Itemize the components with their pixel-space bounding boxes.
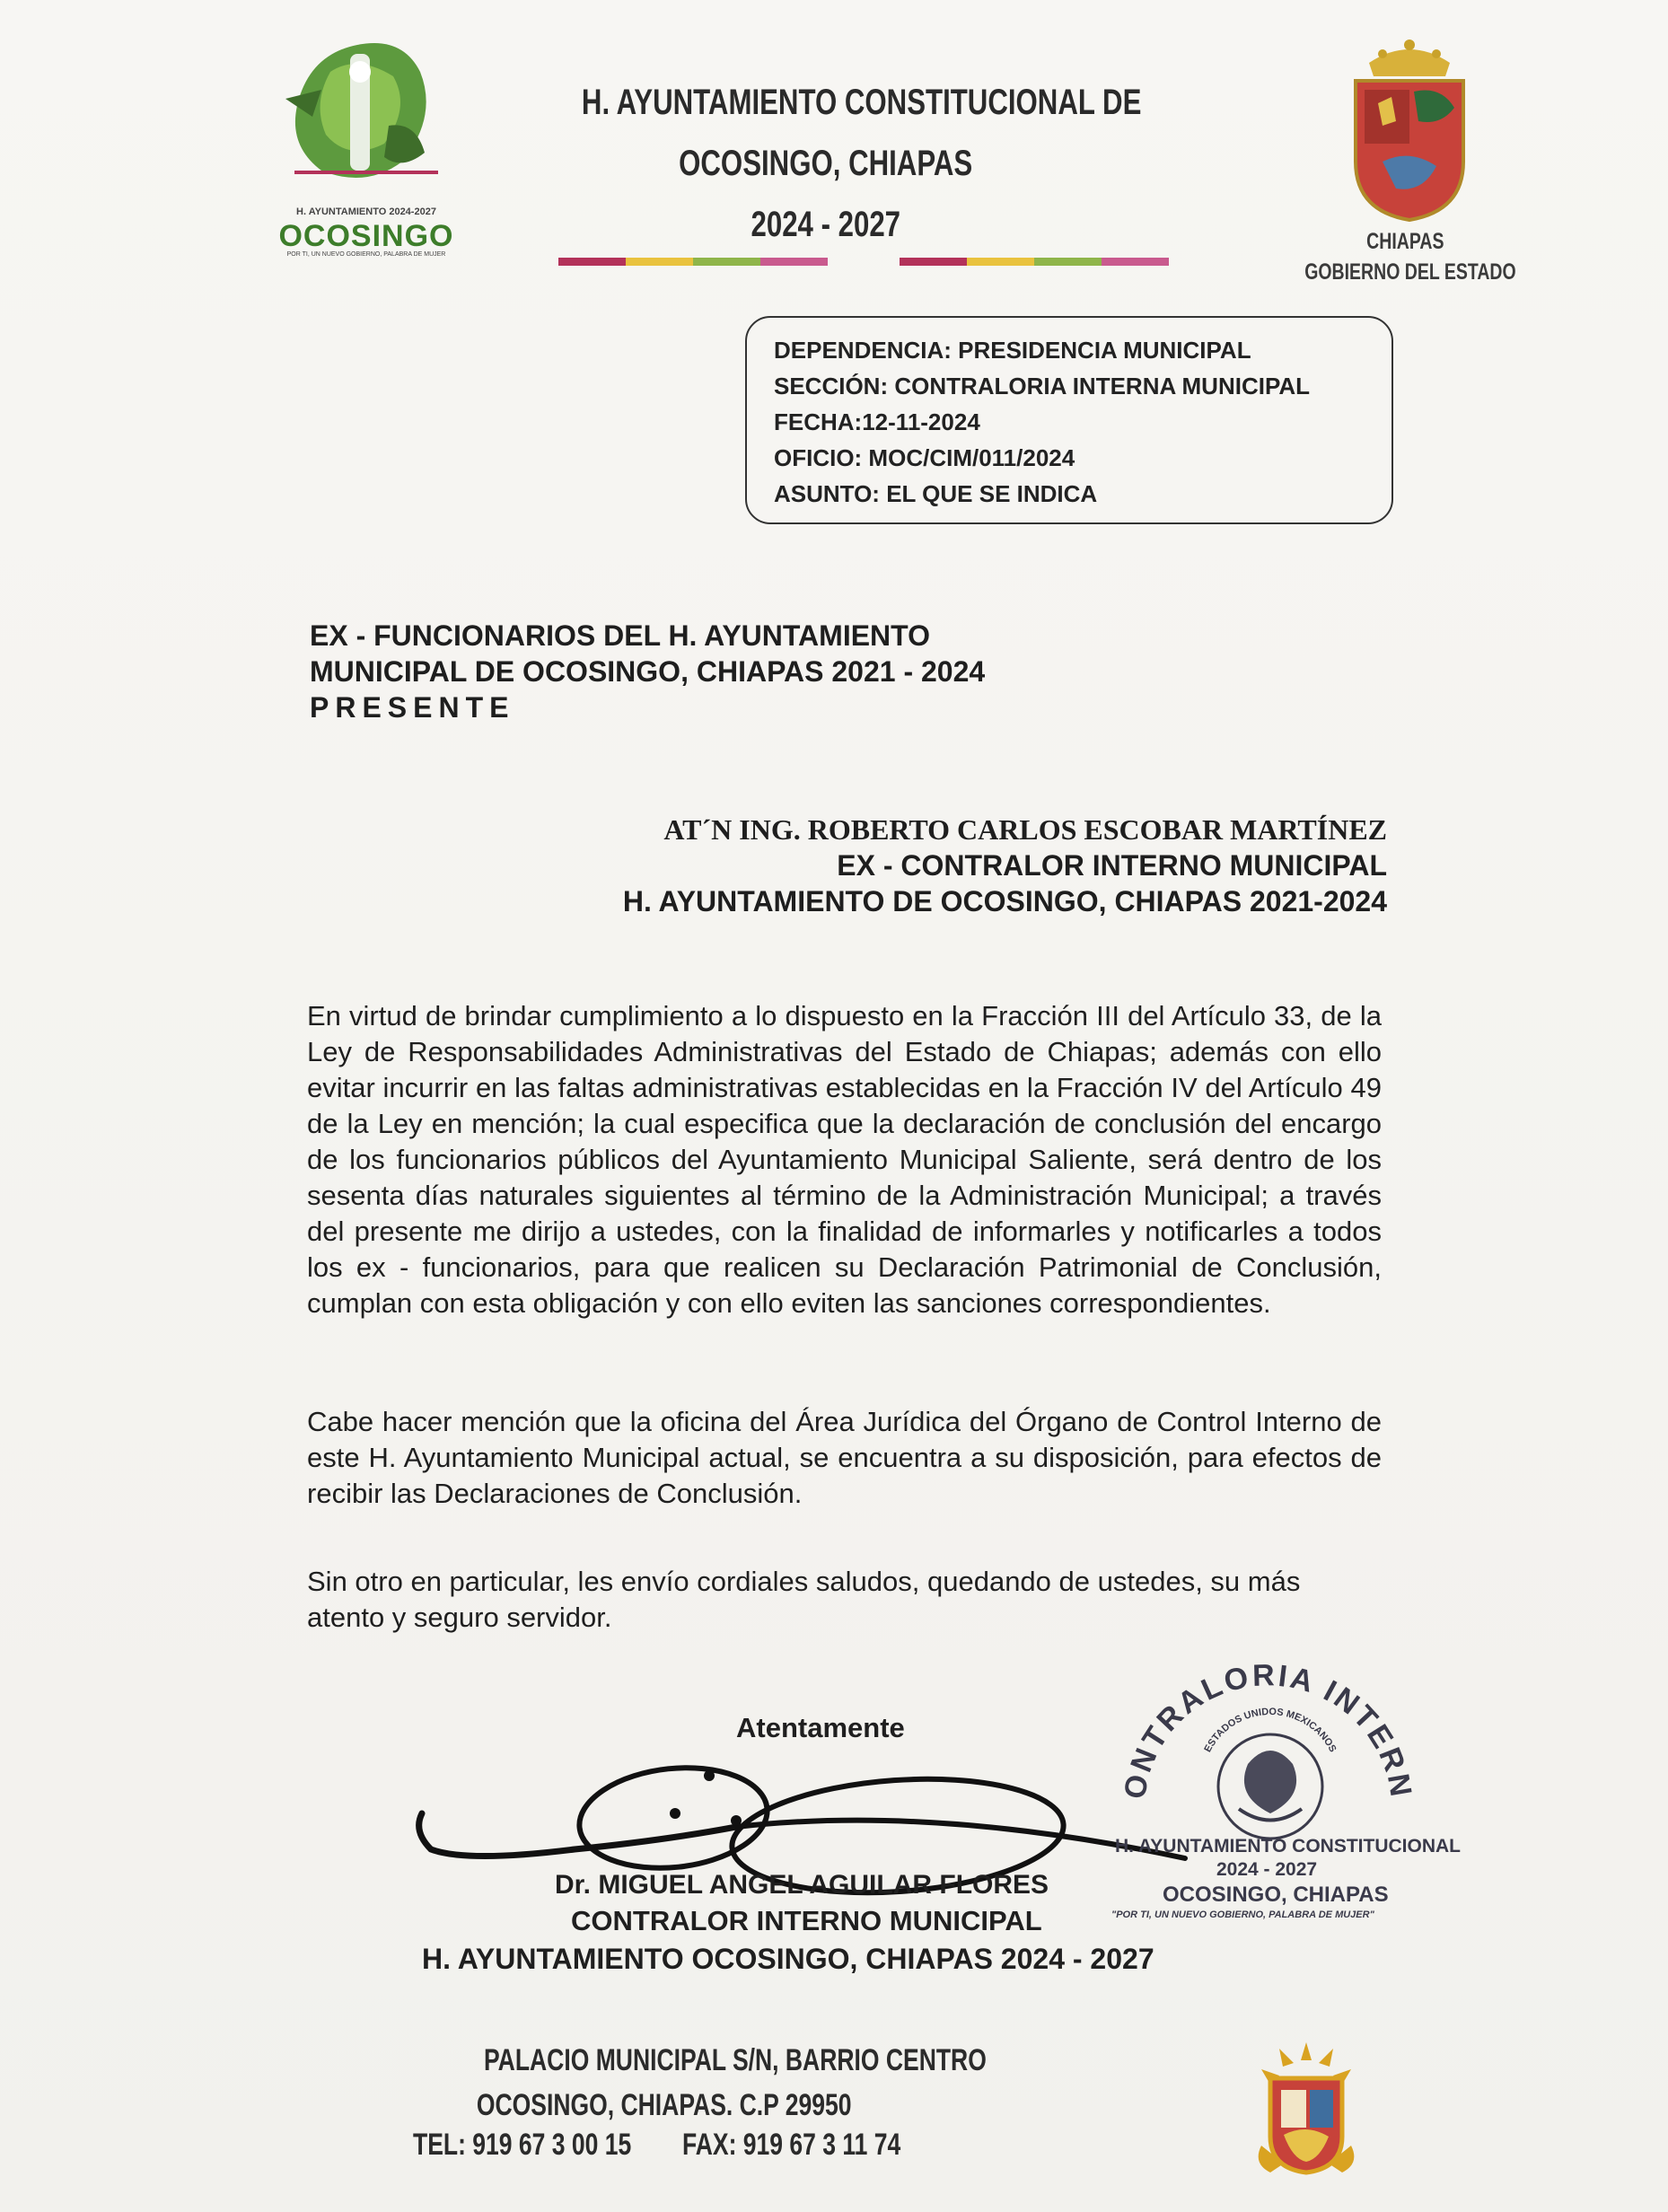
recipient-line1: EX - FUNCIONARIOS DEL H. AYUNTAMIENTO: [310, 619, 931, 652]
attention-line2: EX - CONTRALOR INTERNO MUNICIPAL: [837, 849, 1387, 882]
municipal-shield-icon: [1243, 2038, 1369, 2181]
recipient-presente: PRESENTE: [310, 691, 515, 724]
footer-contact: [413, 2128, 901, 2163]
header-stripe-right: [900, 258, 1169, 266]
info-seccion: SECCIÓN: CONTRALORIA INTERNA MUNICIPAL: [774, 373, 1311, 399]
stamp-arc-text: ONTRALORIA INTERN: [1118, 1658, 1418, 1802]
info-oficio: OFICIO: MOC/CIM/011/2024: [774, 444, 1075, 471]
stamp-line3: OCOSINGO, CHIAPAS: [1163, 1883, 1389, 1907]
footer-address-line2: OCOSINGO, CHIAPAS. C.P 29950: [477, 2088, 852, 2122]
header-title: [503, 72, 1149, 255]
document-info-box: [745, 316, 1393, 524]
stamp-line4: "POR TI, UN NUEVO GOBIERNO, PALABRA DE MUJER": [1111, 1909, 1374, 1920]
stamp-seal-icon: [1095, 1629, 1436, 1845]
attention-line3: H. AYUNTAMIENTO DE OCOSINGO, CHIAPAS 2021-2024: [622, 885, 1387, 917]
header-title-line3: 2024 - 2027: [751, 205, 901, 244]
signer-title: CONTRALOR INTERNO MUNICIPAL: [571, 1905, 1042, 1936]
stamp-line2: 2024 - 2027: [1216, 1859, 1318, 1880]
footer-tel: TEL: 919 67 3 00 15: [413, 2128, 632, 2162]
state-label-line1: CHIAPAS: [1365, 229, 1444, 254]
body-paragraph-2: Cabe hacer mención que la oficina del Área Jurídica del Órgano de Control Interno de este H. Ayuntamiento Municipal actual, se encuentra a su disposición, para efectos de recibir las Declaraciones de Conclusión.: [307, 1406, 1382, 1509]
recipient-block: [310, 618, 985, 725]
header-stripe-left: [558, 258, 828, 266]
info-asunto: ASUNTO: EL QUE SE INDICA: [774, 480, 1098, 507]
info-dependencia: DEPENDENCIA: PRESIDENCIA MUNICIPAL: [774, 337, 1251, 364]
closing-atentamente: Atentamente: [736, 1712, 905, 1743]
footer-address-line1: PALACIO MUNICIPAL S/N, BARRIO CENTRO: [483, 2043, 987, 2077]
footer-address: [413, 2038, 987, 2128]
header-title-line2: OCOSINGO, CHIAPAS: [679, 144, 973, 183]
attention-block: [623, 812, 1387, 919]
signer-organization: H. AYUNTAMIENTO OCOSINGO, CHIAPAS 2024 - 2027: [422, 1943, 1154, 1975]
chiapas-coat-of-arms-icon: [1342, 36, 1477, 224]
logo-subtext: H. AYUNTAMIENTO 2024-2027: [296, 206, 436, 217]
state-label-line2: GOBIERNO DEL ESTADO: [1304, 259, 1516, 285]
info-fecha: FECHA:12-11-2024: [774, 408, 980, 435]
body-paragraph-3: Sin otro en particular, les envío cordiales saludos, quedando de ustedes, su más atento y seguro servidor.: [307, 1566, 1301, 1633]
stamp-inner-arc-text: ESTADOS UNIDOS MEXICANOS: [1202, 1706, 1339, 1754]
official-stamp: [1095, 1629, 1462, 1926]
body-paragraph-1: En virtud de brindar cumplimiento a lo dispuesto en la Fracción III del Artículo 33, de la Ley de Responsabilidades Administrativas del Estado de Chiapas; además con ello evitar incurrir en las faltas administrativas establecidas en la Fracción IV del Artículo 49 de la Ley en mención; la cual especifica que la declaración de conclusión del encargo de los funcionarios públicos del Ayuntamiento Municipal Saliente, será dentro de los sesenta días naturales siguientes al término de la Administración Municipal; a través del presente me dirijo a ustedes, con la finalidad de informarles y notificarles a todos los ex - funcionarios, para que realicen su Declaración Patrimonial de Conclusión, cumplan con esta obligación y con ello eviten las sanciones correspondientes.: [307, 1000, 1382, 1319]
svg-text:ESTADOS UNIDOS MEXICANOS: [1202, 1707, 1338, 1754]
footer-fax: FAX: 919 67 3 11 74: [682, 2128, 901, 2162]
attention-line1: AT´N ING. ROBERTO CARLOS ESCOBAR MARTÍNEZ: [663, 813, 1387, 846]
logo-ocosingo-text: OCOSINGO: [278, 219, 454, 253]
recipient-line2: MUNICIPAL DE OCOSINGO, CHIAPAS 2021 - 2024: [310, 655, 986, 688]
signer-name: Dr. MIGUEL ANGEL AGUILAR FLORES: [555, 1870, 1049, 1900]
header-title-line1: H. AYUNTAMIENTO CONSTITUCIONAL DE: [581, 83, 1142, 122]
state-government-label: [1275, 226, 1535, 287]
stamp-line1: H. AYUNTAMIENTO CONSTITUCIONAL: [1115, 1836, 1462, 1856]
ocosingo-municipal-logo: [259, 36, 474, 260]
logo-motto: POR TI, UN NUEVO GOBIERNO, PALABRA DE MUJER: [286, 251, 446, 258]
